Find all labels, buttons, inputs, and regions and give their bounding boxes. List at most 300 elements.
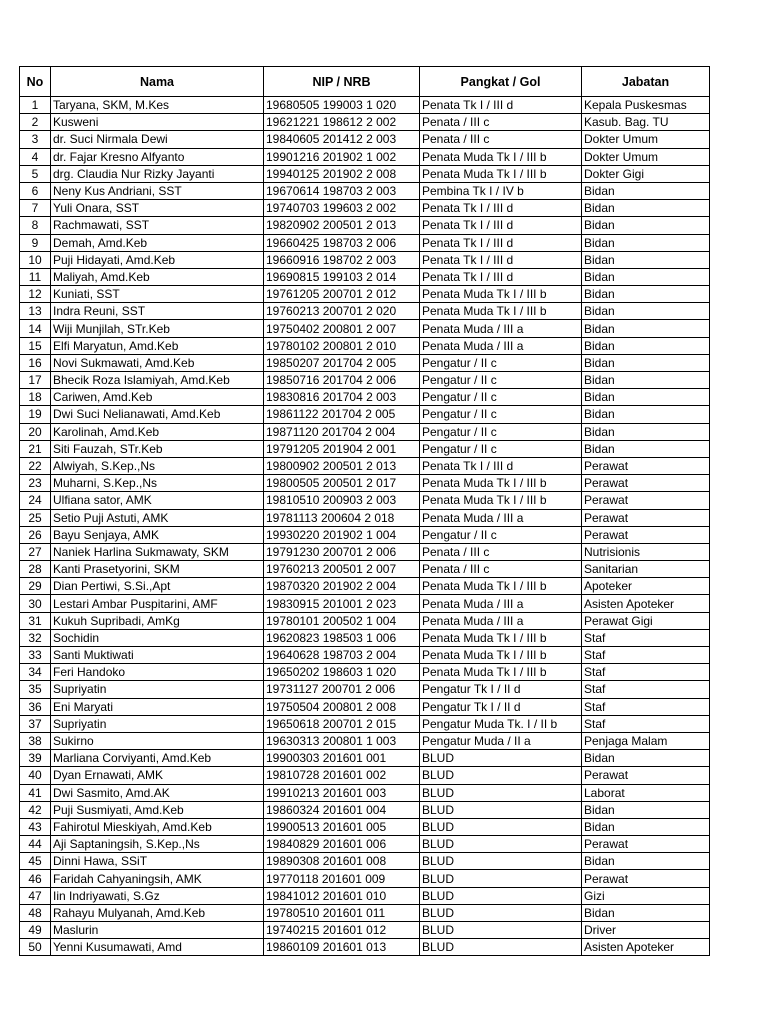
cell-pangkat: Penata / III c	[420, 114, 582, 131]
cell-no: 14	[20, 320, 51, 337]
cell-nama: Kuniati, SST	[51, 286, 264, 303]
cell-nama: Puji Hidayati, Amd.Keb	[51, 251, 264, 268]
table-row	[20, 543, 710, 560]
table-row	[20, 251, 710, 268]
cell-nama: Neny Kus Andriani, SST	[51, 182, 264, 199]
cell-nama: Kukuh Supribadi, AmKg	[51, 612, 264, 629]
cell-pangkat: Pengatur / II c	[420, 440, 582, 457]
cell-nip: 19690815 199103 2 014	[264, 268, 420, 285]
cell-nip: 19650618 200701 2 015	[264, 715, 420, 732]
cell-nama: Iin Indriyawati, S.Gz	[51, 887, 264, 904]
cell-no: 48	[20, 904, 51, 921]
cell-nama: Sukirno	[51, 732, 264, 749]
cell-nip: 19780510 201601 011	[264, 904, 420, 921]
cell-nama: Kanti Prasetyorini, SKM	[51, 561, 264, 578]
cell-jabatan: Kepala Puskesmas	[582, 97, 710, 114]
cell-pangkat: Penata Muda Tk I / III b	[420, 148, 582, 165]
cell-nama: Puji Susmiyati, Amd.Keb	[51, 801, 264, 818]
cell-pangkat: Penata Muda Tk I / III b	[420, 664, 582, 681]
cell-nip: 19871120 201704 2 004	[264, 423, 420, 440]
cell-jabatan: Bidan	[582, 801, 710, 818]
cell-no: 40	[20, 767, 51, 784]
cell-pangkat: Pengatur Tk I / II d	[420, 681, 582, 698]
cell-jabatan: Bidan	[582, 182, 710, 199]
cell-nip: 19650202 198603 1 020	[264, 664, 420, 681]
cell-jabatan: Bidan	[582, 389, 710, 406]
cell-jabatan: Bidan	[582, 750, 710, 767]
cell-jabatan: Perawat Gigi	[582, 612, 710, 629]
cell-pangkat: BLUD	[420, 818, 582, 835]
cell-pangkat: Pengatur Muda Tk. I / II b	[420, 715, 582, 732]
cell-nip: 19761205 200701 2 012	[264, 286, 420, 303]
table-row	[20, 870, 710, 887]
table-row	[20, 509, 710, 526]
staff-table	[19, 66, 710, 956]
cell-nama: Karolinah, Amd.Keb	[51, 423, 264, 440]
cell-nama: Taryana, SKM, M.Kes	[51, 97, 264, 114]
cell-no: 16	[20, 354, 51, 371]
cell-nama: Faridah Cahyaningsih, AMK	[51, 870, 264, 887]
cell-no: 43	[20, 818, 51, 835]
cell-jabatan: Asisten Apoteker	[582, 595, 710, 612]
cell-pangkat: BLUD	[420, 853, 582, 870]
cell-nama: Setio Puji Astuti, AMK	[51, 509, 264, 526]
table-row	[20, 578, 710, 595]
table-row	[20, 681, 710, 698]
col-pangkat-header: Pangkat / Gol	[420, 67, 582, 97]
cell-no: 36	[20, 698, 51, 715]
cell-nama: Cariwen, Amd.Keb	[51, 389, 264, 406]
cell-nama: Ulfiana sator, AMK	[51, 492, 264, 509]
cell-pangkat: Penata Muda / III a	[420, 595, 582, 612]
cell-pangkat: Penata Muda Tk I / III b	[420, 578, 582, 595]
cell-no: 22	[20, 457, 51, 474]
cell-jabatan: Bidan	[582, 440, 710, 457]
cell-nama: Aji Saptaningsih, S.Kep.,Ns	[51, 836, 264, 853]
cell-jabatan: Perawat	[582, 492, 710, 509]
cell-pangkat: BLUD	[420, 904, 582, 921]
cell-pangkat: Pembina Tk I / IV b	[420, 182, 582, 199]
cell-nama: Supriyatin	[51, 681, 264, 698]
cell-nama: Maliyah, Amd.Keb	[51, 268, 264, 285]
cell-jabatan: Asisten Apoteker	[582, 939, 710, 956]
cell-nip: 19620823 198503 1 006	[264, 629, 420, 646]
cell-jabatan: Staf	[582, 698, 710, 715]
table-row	[20, 354, 710, 371]
cell-nip: 19760213 200501 2 007	[264, 561, 420, 578]
cell-no: 35	[20, 681, 51, 698]
cell-no: 4	[20, 148, 51, 165]
cell-nama: Dian Pertiwi, S.Si.,Apt	[51, 578, 264, 595]
header-row	[20, 67, 710, 97]
table-row	[20, 853, 710, 870]
table-row	[20, 818, 710, 835]
cell-nama: dr. Fajar Kresno Alfyanto	[51, 148, 264, 165]
cell-no: 8	[20, 217, 51, 234]
cell-jabatan: Bidan	[582, 200, 710, 217]
table-row	[20, 595, 710, 612]
cell-nip: 19940125 201902 2 008	[264, 165, 420, 182]
table-row	[20, 234, 710, 251]
table-row	[20, 767, 710, 784]
table-row	[20, 904, 710, 921]
cell-jabatan: Staf	[582, 629, 710, 646]
cell-no: 49	[20, 922, 51, 939]
cell-no: 15	[20, 337, 51, 354]
cell-jabatan: Bidan	[582, 406, 710, 423]
cell-no: 12	[20, 286, 51, 303]
cell-nip: 19830816 201704 2 003	[264, 389, 420, 406]
cell-pangkat: Pengatur Muda / II a	[420, 732, 582, 749]
cell-nip: 19910213 201601 003	[264, 784, 420, 801]
cell-no: 27	[20, 543, 51, 560]
cell-pangkat: Pengatur / II c	[420, 423, 582, 440]
cell-jabatan: Staf	[582, 647, 710, 664]
cell-jabatan: Gizi	[582, 887, 710, 904]
cell-no: 47	[20, 887, 51, 904]
cell-nama: Siti Fauzah, STr.Keb	[51, 440, 264, 457]
table-row	[20, 664, 710, 681]
cell-nip: 19780102 200801 2 010	[264, 337, 420, 354]
cell-nama: Muharni, S.Kep.,Ns	[51, 475, 264, 492]
cell-nama: Supriyatin	[51, 715, 264, 732]
table-row	[20, 457, 710, 474]
cell-nama: Naniek Harlina Sukmawaty, SKM	[51, 543, 264, 560]
cell-jabatan: Driver	[582, 922, 710, 939]
cell-nip: 19740703 199603 2 002	[264, 200, 420, 217]
cell-nip: 19930220 201902 1 004	[264, 526, 420, 543]
cell-jabatan: Bidan	[582, 354, 710, 371]
cell-nip: 19900513 201601 005	[264, 818, 420, 835]
table-row	[20, 148, 710, 165]
cell-jabatan: Nutrisionis	[582, 543, 710, 560]
table-row	[20, 406, 710, 423]
table-row	[20, 97, 710, 114]
cell-no: 44	[20, 836, 51, 853]
cell-jabatan: Perawat	[582, 457, 710, 474]
cell-nip: 19830915 201001 2 023	[264, 595, 420, 612]
table-row	[20, 182, 710, 199]
cell-pangkat: Penata Muda Tk I / III b	[420, 165, 582, 182]
table-row	[20, 423, 710, 440]
cell-nip: 19810728 201601 002	[264, 767, 420, 784]
cell-pangkat: Penata Muda Tk I / III b	[420, 475, 582, 492]
table-row	[20, 217, 710, 234]
cell-no: 41	[20, 784, 51, 801]
cell-pangkat: Penata Tk I / III d	[420, 97, 582, 114]
cell-nama: Lestari Ambar Puspitarini, AMF	[51, 595, 264, 612]
cell-no: 45	[20, 853, 51, 870]
cell-nama: Yuli Onara, SST	[51, 200, 264, 217]
cell-nip: 19850716 201704 2 006	[264, 372, 420, 389]
cell-no: 11	[20, 268, 51, 285]
cell-nama: Santi Muktiwati	[51, 647, 264, 664]
cell-no: 24	[20, 492, 51, 509]
cell-no: 33	[20, 647, 51, 664]
cell-nip: 19901216 201902 1 002	[264, 148, 420, 165]
cell-no: 21	[20, 440, 51, 457]
table-row	[20, 647, 710, 664]
table-row	[20, 337, 710, 354]
cell-jabatan: Dokter Gigi	[582, 165, 710, 182]
cell-nip: 19781113 200604 2 018	[264, 509, 420, 526]
cell-nip: 19670614 198703 2 003	[264, 182, 420, 199]
cell-nama: Wiji Munjilah, STr.Keb	[51, 320, 264, 337]
cell-jabatan: Bidan	[582, 303, 710, 320]
cell-no: 39	[20, 750, 51, 767]
cell-nama: Bayu Senjaya, AMK	[51, 526, 264, 543]
cell-nama: drg. Claudia Nur Rizky Jayanti	[51, 165, 264, 182]
cell-pangkat: Penata / III c	[420, 543, 582, 560]
cell-no: 9	[20, 234, 51, 251]
cell-jabatan: Apoteker	[582, 578, 710, 595]
cell-jabatan: Bidan	[582, 337, 710, 354]
cell-no: 6	[20, 182, 51, 199]
cell-no: 42	[20, 801, 51, 818]
cell-no: 23	[20, 475, 51, 492]
cell-pangkat: BLUD	[420, 801, 582, 818]
table-row	[20, 939, 710, 956]
cell-nama: Marliana Corviyanti, Amd.Keb	[51, 750, 264, 767]
cell-nama: Demah, Amd.Keb	[51, 234, 264, 251]
cell-jabatan: Perawat	[582, 767, 710, 784]
cell-nip: 19770118 201601 009	[264, 870, 420, 887]
table-row	[20, 165, 710, 182]
cell-no: 5	[20, 165, 51, 182]
table-row	[20, 389, 710, 406]
table-row	[20, 561, 710, 578]
table-row	[20, 922, 710, 939]
table-row	[20, 629, 710, 646]
table-row	[20, 526, 710, 543]
col-no-header: No	[20, 67, 51, 97]
table-row	[20, 131, 710, 148]
cell-pangkat: Penata / III c	[420, 131, 582, 148]
cell-no: 28	[20, 561, 51, 578]
table-row	[20, 492, 710, 509]
cell-nip: 19760213 200701 2 020	[264, 303, 420, 320]
cell-jabatan: Perawat	[582, 870, 710, 887]
table-row	[20, 320, 710, 337]
cell-no: 17	[20, 372, 51, 389]
cell-nip: 19660425 198703 2 006	[264, 234, 420, 251]
table-row	[20, 286, 710, 303]
cell-nip: 19800902 200501 2 013	[264, 457, 420, 474]
cell-nip: 19850207 201704 2 005	[264, 354, 420, 371]
cell-nip: 19861122 201704 2 005	[264, 406, 420, 423]
table-row	[20, 750, 710, 767]
cell-nip: 19841012 201601 010	[264, 887, 420, 904]
cell-nip: 19810510 200903 2 003	[264, 492, 420, 509]
cell-pangkat: Penata Muda / III a	[420, 509, 582, 526]
col-nama-header: Nama	[51, 67, 264, 97]
cell-jabatan: Bidan	[582, 251, 710, 268]
cell-pangkat: Penata Muda Tk I / III b	[420, 286, 582, 303]
cell-nama: dr. Suci Nirmala Dewi	[51, 131, 264, 148]
cell-no: 26	[20, 526, 51, 543]
table-row	[20, 732, 710, 749]
cell-pangkat: Pengatur / II c	[420, 406, 582, 423]
cell-no: 19	[20, 406, 51, 423]
table-row	[20, 475, 710, 492]
cell-pangkat: Penata Muda / III a	[420, 337, 582, 354]
cell-jabatan: Penjaga Malam	[582, 732, 710, 749]
cell-jabatan: Bidan	[582, 818, 710, 835]
cell-no: 34	[20, 664, 51, 681]
cell-nip: 19791230 200701 2 006	[264, 543, 420, 560]
cell-nama: Maslurin	[51, 922, 264, 939]
cell-jabatan: Bidan	[582, 904, 710, 921]
cell-no: 50	[20, 939, 51, 956]
cell-nip: 19870320 201902 2 004	[264, 578, 420, 595]
cell-no: 10	[20, 251, 51, 268]
cell-jabatan: Bidan	[582, 320, 710, 337]
cell-pangkat: Penata Tk I / III d	[420, 217, 582, 234]
cell-nip: 19840605 201412 2 003	[264, 131, 420, 148]
cell-pangkat: Penata Muda Tk I / III b	[420, 303, 582, 320]
table-row	[20, 612, 710, 629]
cell-pangkat: Penata Muda / III a	[420, 320, 582, 337]
cell-jabatan: Kasub. Bag. TU	[582, 114, 710, 131]
cell-no: 29	[20, 578, 51, 595]
cell-nama: Yenni Kusumawati, Amd	[51, 939, 264, 956]
cell-nama: Alwiyah, S.Kep.,Ns	[51, 457, 264, 474]
cell-no: 37	[20, 715, 51, 732]
cell-jabatan: Staf	[582, 681, 710, 698]
cell-jabatan: Staf	[582, 664, 710, 681]
cell-jabatan: Perawat	[582, 509, 710, 526]
cell-pangkat: Pengatur / II c	[420, 354, 582, 371]
cell-pangkat: BLUD	[420, 836, 582, 853]
cell-nama: Dyan Ernawati, AMK	[51, 767, 264, 784]
cell-nip: 19800505 200501 2 017	[264, 475, 420, 492]
cell-pangkat: Penata Tk I / III d	[420, 234, 582, 251]
cell-jabatan: Perawat	[582, 475, 710, 492]
cell-jabatan: Perawat	[582, 526, 710, 543]
cell-jabatan: Staf	[582, 715, 710, 732]
cell-pangkat: BLUD	[420, 887, 582, 904]
cell-nip: 19660916 198702 2 003	[264, 251, 420, 268]
cell-pangkat: BLUD	[420, 939, 582, 956]
cell-nama: Eni Maryati	[51, 698, 264, 715]
cell-nama: Dwi Sasmito, Amd.AK	[51, 784, 264, 801]
cell-nama: Bhecik Roza Islamiyah, Amd.Keb	[51, 372, 264, 389]
cell-no: 38	[20, 732, 51, 749]
cell-nama: Sochidin	[51, 629, 264, 646]
cell-no: 31	[20, 612, 51, 629]
cell-pangkat: Pengatur / II c	[420, 526, 582, 543]
cell-nip: 19640628 198703 2 004	[264, 647, 420, 664]
cell-nip: 19680505 199003 1 020	[264, 97, 420, 114]
cell-no: 18	[20, 389, 51, 406]
cell-pangkat: Penata / III c	[420, 561, 582, 578]
cell-nama: Dinni Hawa, SSiT	[51, 853, 264, 870]
cell-pangkat: Pengatur / II c	[420, 372, 582, 389]
cell-nip: 19900303 201601 001	[264, 750, 420, 767]
cell-nip: 19820902 200501 2 013	[264, 217, 420, 234]
cell-pangkat: Penata Tk I / III d	[420, 200, 582, 217]
col-jabatan-header: Jabatan	[582, 67, 710, 97]
cell-nama: Feri Handoko	[51, 664, 264, 681]
cell-jabatan: Bidan	[582, 286, 710, 303]
cell-no: 1	[20, 97, 51, 114]
cell-nip: 19731127 200701 2 006	[264, 681, 420, 698]
cell-no: 30	[20, 595, 51, 612]
cell-nip: 19860324 201601 004	[264, 801, 420, 818]
cell-nama: Rachmawati, SST	[51, 217, 264, 234]
cell-nip: 19750402 200801 2 007	[264, 320, 420, 337]
cell-jabatan: Bidan	[582, 853, 710, 870]
cell-jabatan: Perawat	[582, 836, 710, 853]
cell-no: 20	[20, 423, 51, 440]
cell-nama: Indra Reuni, SST	[51, 303, 264, 320]
cell-nama: Rahayu Mulyanah, Amd.Keb	[51, 904, 264, 921]
cell-pangkat: Penata Tk I / III d	[420, 251, 582, 268]
cell-no: 3	[20, 131, 51, 148]
table-row	[20, 698, 710, 715]
cell-pangkat: Penata Tk I / III d	[420, 457, 582, 474]
table-row	[20, 784, 710, 801]
cell-no: 46	[20, 870, 51, 887]
cell-nama: Dwi Suci Nelianawati, Amd.Keb	[51, 406, 264, 423]
cell-pangkat: Penata Muda / III a	[420, 612, 582, 629]
cell-jabatan: Sanitarian	[582, 561, 710, 578]
cell-no: 32	[20, 629, 51, 646]
col-nip-header: NIP / NRB	[264, 67, 420, 97]
cell-pangkat: Pengatur Tk I / II d	[420, 698, 582, 715]
cell-pangkat: BLUD	[420, 870, 582, 887]
cell-nama: Elfi Maryatun, Amd.Keb	[51, 337, 264, 354]
table-row	[20, 200, 710, 217]
table-row	[20, 836, 710, 853]
cell-jabatan: Dokter Umum	[582, 131, 710, 148]
cell-pangkat: Penata Muda Tk I / III b	[420, 629, 582, 646]
cell-nip: 19791205 201904 2 001	[264, 440, 420, 457]
table-row	[20, 440, 710, 457]
table-row	[20, 268, 710, 285]
cell-no: 13	[20, 303, 51, 320]
cell-nip: 19840829 201601 006	[264, 836, 420, 853]
table-row	[20, 372, 710, 389]
cell-pangkat: BLUD	[420, 767, 582, 784]
cell-pangkat: Penata Tk I / III d	[420, 268, 582, 285]
cell-nama: Kusweni	[51, 114, 264, 131]
cell-jabatan: Bidan	[582, 372, 710, 389]
cell-nip: 19750504 200801 2 008	[264, 698, 420, 715]
cell-pangkat: Penata Muda Tk I / III b	[420, 647, 582, 664]
cell-nama: Fahirotul Mieskiyah, Amd.Keb	[51, 818, 264, 835]
cell-nip: 19860109 201601 013	[264, 939, 420, 956]
cell-nip: 19740215 201601 012	[264, 922, 420, 939]
table-row	[20, 801, 710, 818]
table-row	[20, 887, 710, 904]
table-row	[20, 303, 710, 320]
cell-jabatan: Dokter Umum	[582, 148, 710, 165]
cell-jabatan: Bidan	[582, 268, 710, 285]
cell-no: 25	[20, 509, 51, 526]
cell-jabatan: Bidan	[582, 423, 710, 440]
cell-pangkat: BLUD	[420, 784, 582, 801]
cell-jabatan: Bidan	[582, 217, 710, 234]
cell-nip: 19621221 198612 2 002	[264, 114, 420, 131]
table-row	[20, 715, 710, 732]
cell-nip: 19890308 201601 008	[264, 853, 420, 870]
cell-pangkat: BLUD	[420, 750, 582, 767]
cell-jabatan: Laborat	[582, 784, 710, 801]
cell-pangkat: Penata Muda Tk I / III b	[420, 492, 582, 509]
cell-no: 2	[20, 114, 51, 131]
cell-pangkat: BLUD	[420, 922, 582, 939]
